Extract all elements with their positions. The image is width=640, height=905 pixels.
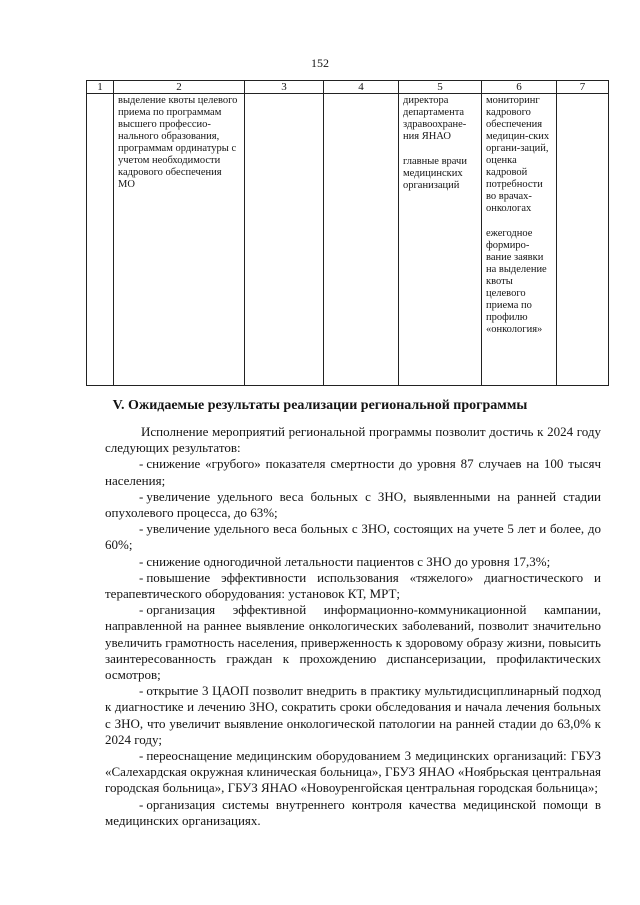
list-item: - организация эффективной информационно-коммуникационной кампании, направленной на раннее выявление онкологических заболеваний, позволит значительно увеличить грамотность населения, приверженность к здоровому образу жизни, повысить заинтересованность граждан к прохождению диспансеризации, профилактических осмотров; [105, 602, 601, 683]
column-header: 3 [245, 81, 324, 94]
activities-table [86, 80, 609, 386]
table-cell [557, 94, 609, 386]
intro-paragraph: Исполнение мероприятий региональной программы позволит достичь к 2024 году следующих результатов: [105, 424, 601, 456]
table-cell [399, 94, 482, 386]
column-header: 7 [557, 81, 609, 94]
table-row [87, 94, 609, 386]
table-cell [324, 94, 399, 386]
list-item: - снижение «грубого» показателя смертности до уровня 87 случаев на 100 тысяч населения; [105, 456, 601, 488]
list-item: - снижение одногодичной летальности пациентов с ЗНО до уровня 17,3%; [139, 553, 551, 569]
column-header: 1 [87, 81, 114, 94]
list-item: - увеличение удельного веса больных с ЗНО, выявленными на ранней стадии опухолевого процесса, до 63%; [105, 488, 601, 521]
column-header: 2 [114, 81, 245, 94]
list-item: - увеличение удельного веса больных с ЗНО, состоящих на учете 5 лет и более, до 60%; [105, 521, 601, 553]
table-cell [245, 94, 324, 386]
table-cell [87, 94, 114, 386]
list-item: - открытие 3 ЦАОП позволит внедрить в практику мультидисциплинарный подход к диагностике и лечению ЗНО, сократить сроки обследования и начала лечения больных с ЗНО, что увеличит выявление онкологической патологии на ранней стадии до 63,0% к 2024 году; [105, 683, 601, 747]
result-text: ежегодное формиро-вание заявки на выделение квоты целевого приема по профилю «онкология» [486, 228, 547, 335]
page-number: 152 [311, 56, 329, 70]
column-header: 6 [482, 81, 557, 94]
list-item: - переоснащение медицинским оборудованием 3 медицинских организаций: ГБУЗ «Салехардская окружная клиническая больница», ГБУЗ ЯНАО «Ноябрьская центральная городская больница», ГБУЗ ЯНАО «Новоуренгойская центральная городская больница»; [105, 748, 601, 796]
list-item: - повышение эффективности использования «тяжелого» диагностического и терапевтического оборудования: установок КТ, МРТ; [105, 569, 601, 602]
result-text: мониторинг кадрового обеспечения медицин-ских органи-заций, оценка кадровой потребности во врачах-онкологах [486, 95, 550, 214]
measure-text: выделение квоты целевого приема по программам высшего профессио-нального образования, программам ординатуры с учетом необходимости кадрового обеспечения МО [118, 95, 238, 190]
table-cell [114, 94, 245, 386]
column-header: 4 [324, 81, 399, 94]
table-header-row [87, 81, 609, 94]
responsible-text: главные врачи медицинских организаций [403, 156, 467, 191]
column-header: 5 [399, 81, 482, 94]
list-item: - организация системы внутреннего контроля качества медицинской помощи в медицинских организациях. [105, 796, 601, 828]
table-cell [482, 94, 557, 386]
section-heading: V. Ожидаемые результаты реализации региональной программы [112, 398, 528, 413]
responsible-text: директора департамента здравоохране-ния ЯНАО [403, 95, 467, 142]
results-section [105, 424, 601, 829]
